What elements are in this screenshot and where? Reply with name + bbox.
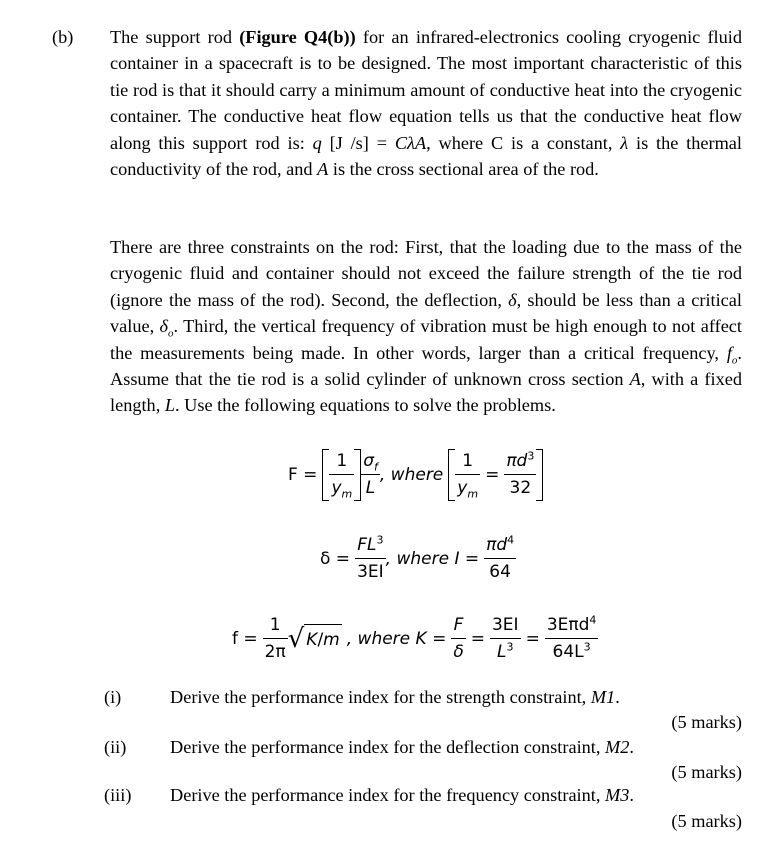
eq2-fraction-1: $\frac{FL^3}{3EI}$	[357, 533, 384, 583]
para1-text-3: [J /s] =	[321, 132, 395, 153]
para2-text-2: , should be less than a critical value,	[110, 289, 742, 337]
eq3-fraction-3: $\frac{3EI}{L^3}$	[490, 612, 521, 666]
eq3-lhs: f =	[232, 628, 258, 649]
strength-equation: F = $\frac{1}{y_m}$ $\frac{\sigma_f}{L}$ , where $\frac{1}{y_m}$ = $\frac{\pi d^3}{32}$	[288, 448, 543, 502]
subpart-i-marks: (5 marks)	[671, 712, 742, 732]
para1-text-4: , where C is a constant,	[426, 132, 621, 153]
delta0-symbol: δ	[159, 316, 169, 337]
sqrt-icon: √	[287, 623, 305, 654]
para2-text-4: . Assume that the tie rod is a solid cylinder of unknown cross section	[110, 342, 742, 390]
para1-text-6: is the cross sectional area of the rod.	[328, 159, 599, 180]
eq2-lhs: δ =	[320, 548, 351, 569]
area-symbol: A	[317, 159, 329, 180]
para2-text-6: . Use the following equations to solve the problems.	[175, 395, 556, 416]
para1-text-5: is the thermal conductivity of the rod, and	[110, 132, 742, 180]
para2-text-3: . Third, the vertical frequency of vibration must be high enough to not affect the measurements being made. In other words, larger than a critical frequency,	[110, 316, 742, 363]
heat-flow-expression: CλA	[394, 132, 427, 153]
delta0-subscript: o	[168, 327, 174, 340]
subpart-i-text: Derive the performance index for the strength constraint, M1.	[170, 687, 620, 707]
index-m1: M1	[590, 687, 616, 707]
subpart-i-label: (i)	[104, 687, 122, 707]
subpart-ii-marks: (5 marks)	[671, 762, 742, 782]
eq2-where: , where I =	[385, 548, 480, 569]
subpart-iii-label: (iii)	[104, 785, 132, 805]
eq1-right-bracket-1	[354, 449, 361, 501]
eq1-lhs: F =	[288, 464, 318, 485]
frequency-equation: f = $\frac{1}{2\pi}$ √ K / m , where K = $\frac{F}{\delta}$ = $\frac{3EI}{L^3}$ = $\frac{3E\pi d^4}{64L^3}$	[232, 612, 598, 666]
area-symbol-2: A	[629, 369, 641, 390]
eq1-fraction-1: $\frac{1}{y_m}$	[329, 448, 354, 502]
eq1-fraction-2: $\frac{\sigma_f}{L}$	[361, 448, 380, 502]
para1-text-1: The support rod	[110, 27, 240, 47]
q-symbol: q	[312, 132, 322, 153]
lambda-symbol: λ	[620, 132, 629, 153]
para2-text-5: , with a fixed length,	[110, 369, 742, 416]
f0-symbol: f	[726, 342, 732, 363]
subpart-ii-text: Derive the performance index for the deflection constraint, M2.	[170, 737, 634, 757]
delta-symbol: δ	[508, 289, 517, 310]
eq1-where: , where	[379, 464, 444, 485]
para2-text-1: There are three constraints on the rod: First, that the loading due to the mass of the cryogenic fluid and container should not exceed the failure strength of the tie rod (ignore the mass of the rod). Second, the deflection,	[110, 237, 742, 310]
figure-reference: (Figure Q4(b))	[239, 27, 356, 47]
index-m2: M2	[605, 737, 630, 757]
constraints-paragraph	[110, 234, 742, 419]
f0-subscript: o	[731, 354, 738, 367]
length-symbol: L	[164, 395, 176, 416]
eq1-right-bracket-2	[536, 449, 543, 501]
subpart-ii-label: (ii)	[104, 737, 127, 757]
eq1-left-bracket-1	[322, 449, 329, 501]
deflection-equation	[320, 532, 516, 586]
eq1-fraction-3: $\frac{1}{y_m}$	[455, 448, 480, 502]
eq3-where: , where K =	[346, 628, 447, 649]
subpart-iii-marks: (5 marks)	[671, 811, 742, 831]
eq3-square-root: √ K / m	[287, 623, 340, 654]
eq3-fraction-4: $\frac{3E\pi d^4}{64L^3}$	[546, 613, 597, 663]
eq2-fraction-2: $\frac{\pi d^4}{64}$	[486, 533, 515, 583]
index-m3: M3	[605, 785, 630, 805]
intro-paragraph	[110, 24, 742, 182]
subpart-iii-text: Derive the performance index for the frequency constraint, M3.	[170, 785, 634, 805]
eq3-fraction-2: $\frac{F}{\delta}$	[451, 612, 465, 666]
question-label: (b)	[52, 27, 74, 47]
eq1-fraction-4: $\frac{\pi d^3}{32}$	[506, 449, 535, 499]
para1-text-2: for an infrared-electronics cooling cryogenic fluid container in a spacecraft is to be designed. The most important characteristic of this tie rod is that it should carry a minimum amount of conductive heat into the cryogenic container. The conductive heat flow equation tells us that the conductive heat flow along this support rod is:	[110, 27, 742, 153]
eq1-left-bracket-2	[448, 449, 455, 501]
eq3-fraction-1: $\frac{1}{2\pi}$	[263, 612, 288, 666]
